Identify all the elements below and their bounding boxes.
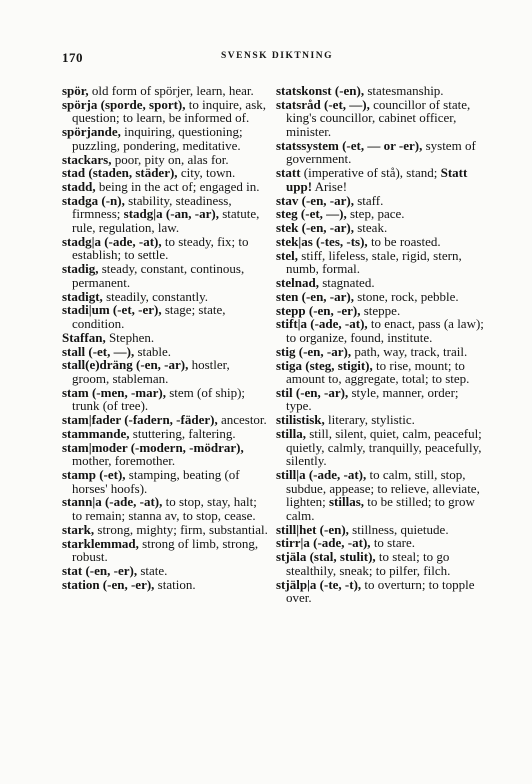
entry-definition: Arise! — [312, 178, 348, 194]
entry-headword: still|het (-en), — [276, 521, 349, 537]
entry-definition: statute, rule, regulation, law. — [72, 206, 260, 236]
entry-definition: to be stilled; to grow calm. — [286, 494, 475, 523]
dictionary-entry — [62, 98, 270, 125]
entry-headword: starklemmad, — [62, 535, 139, 551]
dictionary-entry — [276, 207, 484, 221]
entry-headword: stammande, — [62, 425, 130, 441]
entry-definition: stamping, beating (of horses' hoofs). — [72, 467, 240, 496]
entry-headword: spörja (sporde, sport), — [62, 96, 186, 112]
entry-headword: stjäla (stal, stulit), — [276, 549, 376, 565]
dictionary-entry — [276, 413, 484, 427]
entry-definition: stagnated. — [318, 275, 375, 290]
entry-definition: strong, mighty; firm, substantial. — [94, 521, 268, 537]
dictionary-entry — [62, 303, 270, 330]
entry-headword: stil (-en, -ar), — [276, 384, 349, 400]
dictionary-entry — [276, 221, 484, 235]
entry-headword: stark, — [62, 521, 95, 537]
entry-headword: steg (-et, —), — [276, 206, 347, 222]
dictionary-entry — [62, 441, 270, 468]
entry-definition: still, silent, quiet, calm, peaceful; quietly, calmly, tranquilly, peacefully, silently. — [286, 426, 482, 469]
entry-definition: to steady, fix; to establish; to settle. — [72, 233, 249, 263]
dictionary-entry — [276, 304, 484, 318]
entry-definition: inquiring, questioning; puzzling, pondering, meditative. — [72, 124, 243, 153]
dictionary-entry — [62, 194, 270, 235]
dictionary-entry — [62, 290, 270, 304]
entry-headword: stall(e)dräng (-en, -ar), — [62, 357, 189, 373]
dictionary-entry — [276, 194, 484, 208]
dictionary-entry — [276, 523, 484, 537]
entry-headword: stilistisk, — [276, 412, 325, 428]
entry-definition: stiff, lifeless, stale, rigid, stern, numb, formal. — [286, 247, 462, 277]
entry-headword: Statt upp! — [286, 165, 468, 194]
entry-headword: stift|a (-ade, -at), — [276, 316, 368, 332]
dictionary-entry — [62, 495, 270, 522]
dictionary-entry — [276, 468, 484, 522]
page-number: 170 — [62, 50, 83, 65]
entry-headword: stav (-en, -ar), — [276, 192, 354, 208]
entry-definition: stone, rock, pebble. — [353, 288, 459, 304]
entry-definition: to calm, still, stop, subdue, appease; to relieve, alleviate, lighten; — [286, 467, 480, 510]
entry-headword: stam|fader (-fadern, -fäder), — [62, 412, 218, 428]
entry-headword: stel, — [276, 247, 299, 263]
dictionary-entry — [276, 84, 484, 98]
entry-headword: stam (-men, -mar), — [62, 384, 166, 400]
entry-headword: spörjande, — [62, 124, 121, 140]
entry-definition: ancestor. — [217, 412, 267, 428]
entry-headword: stig (-en, -ar), — [276, 343, 352, 359]
entry-definition: to overturn; to topple over. — [286, 576, 475, 606]
entry-headword: stadi|um (-et, -er), — [62, 302, 162, 318]
entry-headword: stadg|a (-ade, -at), — [62, 233, 162, 249]
running-head: SVENSK DIKTNING — [221, 51, 333, 61]
entry-definition: stage; state, condition. — [72, 302, 226, 331]
entry-definition: steak. — [353, 220, 388, 236]
dictionary-entry — [276, 578, 484, 605]
entry-definition: to stare. — [370, 535, 415, 551]
entry-definition: (imperative of stå), stand; — [300, 165, 441, 181]
entry-headword: stek (-en, -ar), — [276, 220, 354, 236]
entry-headword: stirr|a (-ade, -at), — [276, 535, 371, 551]
entry-headword: statssystem (-et, — or -er), — [276, 137, 423, 153]
entry-definition: strong of limb, strong, robust. — [72, 535, 259, 565]
entry-headword: stiga (steg, stigit), — [276, 357, 373, 373]
entry-definition: to enact, pass (a law); to organize, found, institute. — [286, 316, 484, 345]
dictionary-entry — [276, 139, 484, 166]
entry-definition: old form of spörjer, learn, hear. — [88, 83, 254, 98]
dictionary-entry — [62, 235, 270, 262]
entry-headword: sten (-en, -ar), — [276, 288, 354, 304]
entry-headword: stall (-et, —), — [62, 343, 135, 359]
entry-definition: to steal; to go stealthily, sneak; to pilfer, filch. — [286, 549, 451, 578]
entry-headword: statsråd (-et, —), — [276, 96, 370, 112]
entry-headword: still|a (-ade, -at), — [276, 467, 367, 482]
dictionary-entry — [62, 413, 270, 427]
entry-definition: state. — [137, 562, 168, 578]
entry-headword: station (-en, -er), — [62, 576, 155, 592]
entry-definition: mother, foremother. — [72, 453, 176, 469]
dictionary-entry — [62, 153, 270, 167]
dictionary-entry — [62, 427, 270, 441]
entry-definition: Stephen. — [105, 329, 155, 345]
right-column — [276, 84, 484, 605]
dictionary-entry — [62, 468, 270, 495]
dictionary-entry — [276, 550, 484, 577]
left-column — [62, 84, 270, 591]
dictionary-entry — [62, 331, 270, 345]
dictionary-entry — [62, 386, 270, 413]
entry-headword: stilla, — [276, 426, 306, 442]
dictionary-entry — [276, 427, 484, 468]
entry-definition: stability, steadiness, firmness; — [72, 192, 232, 222]
entry-headword: statskonst (-en), — [276, 83, 365, 98]
dictionary-entry — [62, 345, 270, 359]
entry-definition: stuttering, faltering. — [129, 425, 236, 441]
dictionary-entry — [276, 317, 484, 344]
dictionary-entry — [276, 98, 484, 139]
entry-headword: stadig, — [62, 261, 99, 277]
dictionary-entry — [276, 345, 484, 359]
dictionary-entry — [276, 290, 484, 304]
entry-headword: stepp (-en, -er), — [276, 302, 361, 318]
entry-definition: being in the act of; engaged in. — [95, 179, 260, 195]
dictionary-entry — [62, 262, 270, 289]
entry-definition: stable. — [134, 343, 172, 359]
dictionary-entry — [276, 166, 484, 193]
dictionary-entry — [276, 359, 484, 386]
entry-definition: to stop, stay, halt; to remain; stanna av, to stop, cease. — [72, 494, 257, 523]
entry-definition: system of government. — [286, 137, 476, 167]
entry-definition: literary, stylistic. — [324, 412, 415, 428]
entry-headword: stadd, — [62, 179, 96, 195]
dictionary-entry — [62, 125, 270, 152]
entry-definition: station. — [154, 576, 196, 592]
entry-headword: statt — [276, 165, 301, 181]
entry-definition: to be roasted. — [367, 233, 441, 249]
entry-headword: Staffan, — [62, 329, 106, 345]
entry-headword: stackars, — [62, 151, 112, 167]
entry-definition: steadily, constantly. — [102, 288, 208, 304]
dictionary-entry — [62, 180, 270, 194]
entry-headword: stat (-en, -er), — [62, 562, 138, 578]
entry-definition: poor, pity on, alas for. — [111, 151, 229, 167]
entry-headword: stjälp|a (-te, -t), — [276, 576, 362, 592]
dictionary-entry — [276, 276, 484, 290]
entry-headword: stadigt, — [62, 288, 103, 304]
entry-definition: path, way, track, trail. — [351, 343, 468, 359]
entry-headword: stek|as (-tes, -ts), — [276, 233, 368, 249]
dictionary-entry — [276, 235, 484, 249]
entry-definition: to rise, mount; to amount to, aggregate, total; to step. — [286, 357, 470, 387]
entry-headword: stam|moder (-modern, -mödrar), — [62, 439, 244, 455]
entry-definition: councillor of state, king's councillor, cabinet officer, minister. — [286, 96, 471, 139]
dictionary-entry — [62, 537, 270, 564]
entry-definition: step, pace. — [346, 206, 405, 222]
entry-headword: stadga (-n), — [62, 192, 125, 208]
entry-definition: steppe. — [360, 302, 401, 318]
entry-definition: staff. — [353, 192, 384, 208]
dictionary-entry — [62, 523, 270, 537]
entry-headword: stad (staden, städer), — [62, 165, 178, 181]
entry-definition: steady, constant, continous, permanent. — [72, 261, 245, 290]
entry-definition: city, town. — [177, 165, 236, 181]
entry-definition: style, manner, order; type. — [286, 384, 459, 414]
entry-definition: stillness, quietude. — [348, 521, 449, 537]
dictionary-entry — [276, 536, 484, 550]
dictionary-entry — [62, 84, 270, 98]
entry-headword: spör, — [62, 83, 89, 98]
entry-definition: to inquire, ask, question; to learn, be informed of. — [72, 96, 267, 126]
dictionary-entry — [62, 578, 270, 592]
entry-headword: stamp (-et), — [62, 467, 126, 482]
dictionary-entry — [62, 564, 270, 578]
entry-headword: stann|a (-ade, -at), — [62, 494, 163, 510]
page-header — [62, 50, 492, 70]
entry-headword: stillas, — [328, 494, 365, 510]
dictionary-entry — [276, 386, 484, 413]
entry-definition: statesmanship. — [364, 83, 444, 98]
entry-definition: stem (of ship); trunk (of tree). — [72, 384, 246, 414]
entry-definition: hostler, groom, stableman. — [72, 357, 230, 386]
dictionary-entry — [62, 358, 270, 385]
dictionary-entry — [276, 249, 484, 276]
entry-headword: stadg|a (-an, -ar), — [123, 206, 219, 222]
entry-headword: stelnad, — [276, 275, 319, 290]
dictionary-entry — [62, 166, 270, 180]
